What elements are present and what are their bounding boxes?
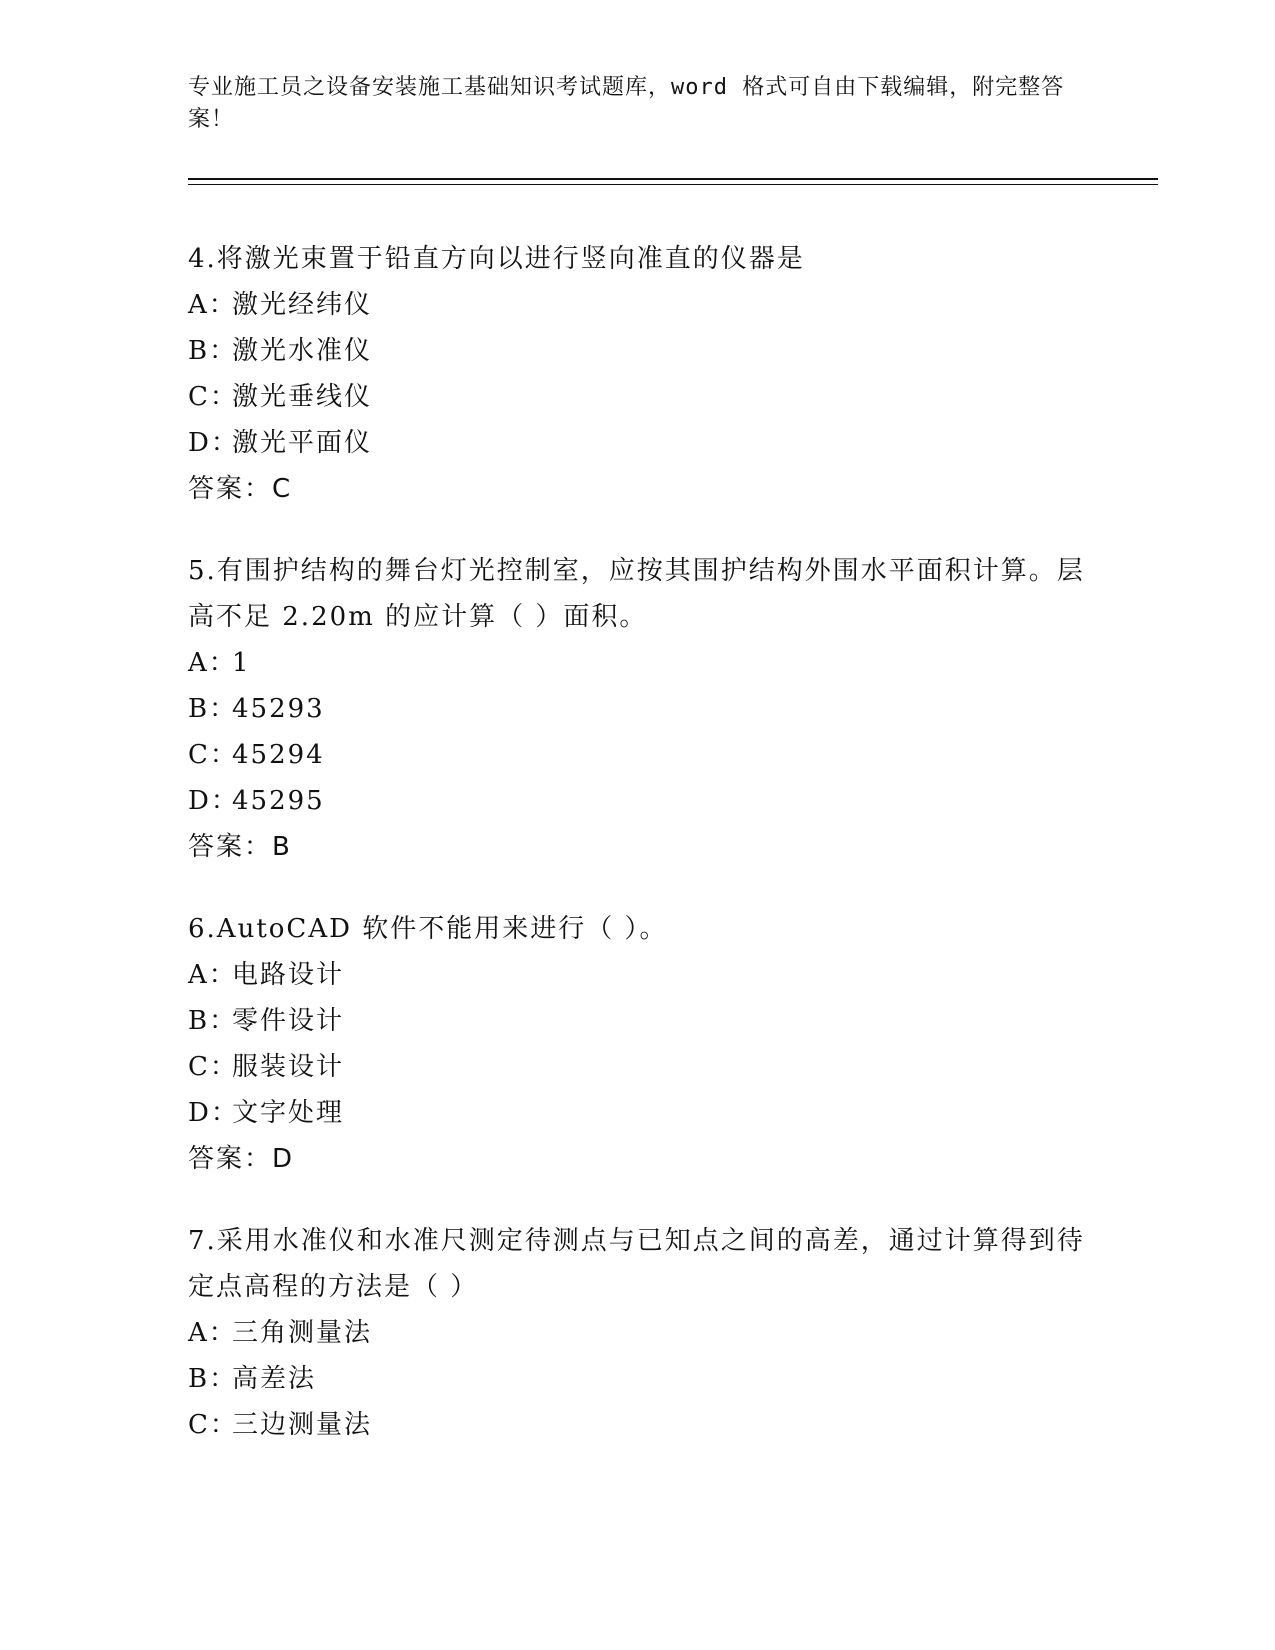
option-text: 1 — [232, 648, 251, 678]
option-text: 高差法 — [232, 1364, 317, 1394]
option-d — [188, 420, 1108, 466]
header-divider-thin — [188, 184, 1158, 185]
option-b — [188, 686, 1108, 732]
option-key: C： — [188, 740, 238, 770]
question-text: 5.有围护结构的舞台灯光控制室，应按其围护结构外围水平面积计算。层高不足 2.20m 的应计算（ ）面积。 — [188, 556, 1085, 632]
option-a — [188, 640, 1108, 686]
answer-label: 答案： — [188, 832, 273, 862]
question-text: 4.将激光束置于铅直方向以进行竖向准直的仪器是 — [188, 244, 805, 274]
option-c — [188, 374, 1108, 420]
option-key: D： — [188, 428, 239, 458]
option-c — [188, 1044, 1108, 1090]
option-key: B： — [188, 694, 238, 724]
option-key: C： — [188, 382, 238, 412]
option-key: B： — [188, 1006, 238, 1036]
question-6 — [188, 906, 1108, 1182]
option-b — [188, 328, 1108, 374]
header-divider-thick — [188, 178, 1158, 180]
option-d — [188, 1090, 1108, 1136]
option-a — [188, 952, 1108, 998]
answer-line — [188, 466, 1108, 512]
option-key: D： — [188, 1098, 239, 1128]
option-text: 文字处理 — [232, 1098, 345, 1128]
option-text: 激光经纬仪 — [232, 290, 373, 320]
option-key: A： — [188, 1318, 237, 1348]
question-4 — [188, 236, 1108, 512]
option-text: 服装设计 — [232, 1052, 345, 1082]
option-key: D： — [188, 786, 239, 816]
question-list — [188, 236, 1108, 1484]
answer-line — [188, 824, 1108, 870]
option-text: 激光垂线仪 — [232, 382, 373, 412]
option-key: B： — [188, 336, 238, 366]
document-header: 专业施工员之设备安装施工基础知识考试题库，word 格式可自由下载编辑，附完整答案！ — [188, 75, 1065, 132]
option-key: C： — [188, 1410, 238, 1440]
option-key: A： — [188, 290, 237, 320]
option-c — [188, 1402, 1108, 1448]
answer-value: D — [272, 1144, 293, 1174]
option-text: 三角测量法 — [232, 1318, 373, 1348]
option-text: 45294 — [232, 740, 325, 770]
option-text: 三边测量法 — [232, 1410, 373, 1440]
question-7 — [188, 1218, 1108, 1448]
option-text: 电路设计 — [232, 960, 345, 990]
answer-value: C — [272, 474, 291, 504]
option-key: C： — [188, 1052, 238, 1082]
option-text: 激光水准仪 — [232, 336, 373, 366]
option-text: 45293 — [232, 694, 325, 724]
answer-label: 答案： — [188, 1144, 273, 1174]
answer-value: B — [272, 832, 290, 862]
option-b — [188, 1356, 1108, 1402]
option-a — [188, 282, 1108, 328]
option-key: A： — [188, 960, 237, 990]
option-key: B： — [188, 1364, 238, 1394]
question-text: 7.采用水准仪和水准尺测定待测点与已知点之间的高差，通过计算得到待定点高程的方法是（ ） — [188, 1226, 1085, 1302]
option-a — [188, 1310, 1108, 1356]
option-text: 零件设计 — [232, 1006, 345, 1036]
question-5 — [188, 548, 1108, 870]
question-text: 6.AutoCAD 软件不能用来进行（ ）。 — [188, 914, 668, 944]
answer-label: 答案： — [188, 474, 273, 504]
option-c — [188, 732, 1108, 778]
option-key: A： — [188, 648, 237, 678]
option-text: 45295 — [232, 786, 325, 816]
option-b — [188, 998, 1108, 1044]
option-text: 激光平面仪 — [232, 428, 373, 458]
option-d — [188, 778, 1108, 824]
answer-line — [188, 1136, 1108, 1182]
